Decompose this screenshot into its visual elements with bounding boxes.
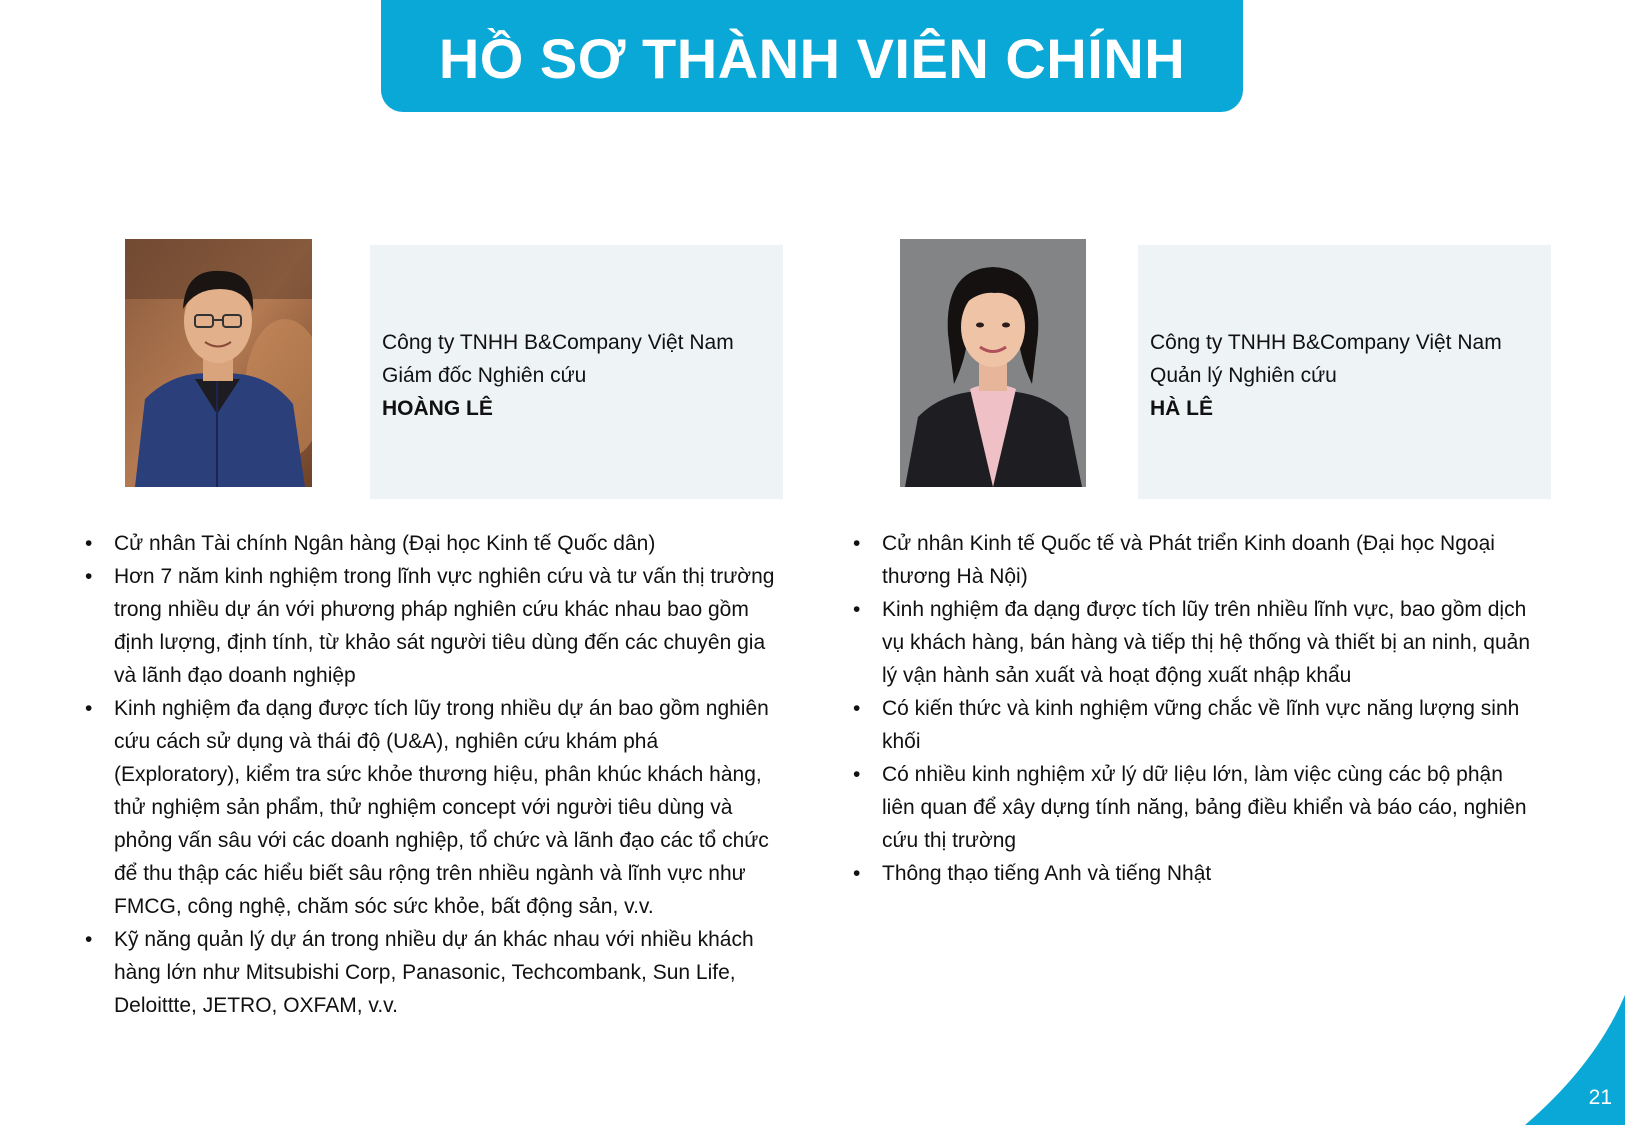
member-photo-hoang-le [125,239,312,487]
page-title: HỒ SƠ THÀNH VIÊN CHÍNH [438,26,1186,90]
page-number: 21 [1588,1086,1612,1109]
list-item: • Có kiến thức và kinh nghiệm vững chắc về lĩnh vực năng lượng sinh khối [853,697,1520,753]
member-name: HOÀNG LÊ [382,397,493,420]
list-item: • Cử nhân Kinh tế Quốc tế và Phát triển Kinh doanh (Đại học Ngoại thương Hà Nội) [853,532,1495,588]
list-item: • Thông thạo tiếng Anh và tiếng Nhật [853,862,1212,885]
list-item: • Kỹ năng quản lý dự án trong nhiều dự án khác nhau với nhiều khách hàng lớn như Mitsubishi Corp, Panasonic, Techcombank, Sun Life, Deloittte, JETRO, OXFAM, v.v. [85,928,754,1017]
member-bullets-hoang-le [85,527,785,1022]
member-company: Công ty TNHH B&Company Việt Nam [382,331,734,354]
list-item: • Kinh nghiệm đa dạng được tích lũy trong nhiều dự án bao gồm nghiên cứu cách sử dụng và thái độ (U&A), nghiên cứu khám phá (Exploratory), kiểm tra sức khỏe thương hiệu, phân khúc khách hàng, thử nghiệm sản phẩm, thử nghiệm concept với người tiêu dùng và phỏng vấn sâu với các doanh nghiệp, tổ chức và lãnh đạo các tổ chức để thu thập các hiểu biết sâu rộng trên nhiều ngành và lĩnh vực như FMCG, công nghệ, chăm sóc sức khỏe, bất động sản, v.v. [85,697,769,918]
member-role: Quản lý Nghiên cứu [1150,364,1337,387]
member-card-ha-le [1138,245,1551,499]
list-item: • Có nhiều kinh nghiệm xử lý dữ liệu lớn, làm việc cùng các bộ phận liên quan để xây dựng tính năng, bảng điều khiển và báo cáo, nghiên cứu thị trường [853,763,1527,852]
member-name: HÀ LÊ [1150,397,1213,420]
member-company: Công ty TNHH B&Company Việt Nam [1150,331,1502,354]
list-item: • Cử nhân Tài chính Ngân hàng (Đại học Kinh tế Quốc dân) [85,532,656,555]
member-photo-ha-le [900,239,1086,487]
title-banner [381,0,1243,112]
list-item: • Hơn 7 năm kinh nghiệm trong lĩnh vực nghiên cứu và tư vấn thị trường trong nhiều dự án với phương pháp nghiên cứu khác nhau bao gồm định lượng, định tính, từ khảo sát người tiêu dùng đến các chuyên gia và lãnh đạo doanh nghiệp [85,565,775,687]
member-card-hoang-le [370,245,783,499]
member-role: Giám đốc Nghiên cứu [382,364,587,387]
list-item: • Kinh nghiệm đa dạng được tích lũy trên nhiều lĩnh vực, bao gồm dịch vụ khách hàng, bán hàng và tiếp thị hệ thống và thiết bị an ninh, quản lý vận hành sản xuất và hoạt động xuất nhập khẩu [853,598,1530,687]
member-bullets-ha-le [853,527,1538,890]
